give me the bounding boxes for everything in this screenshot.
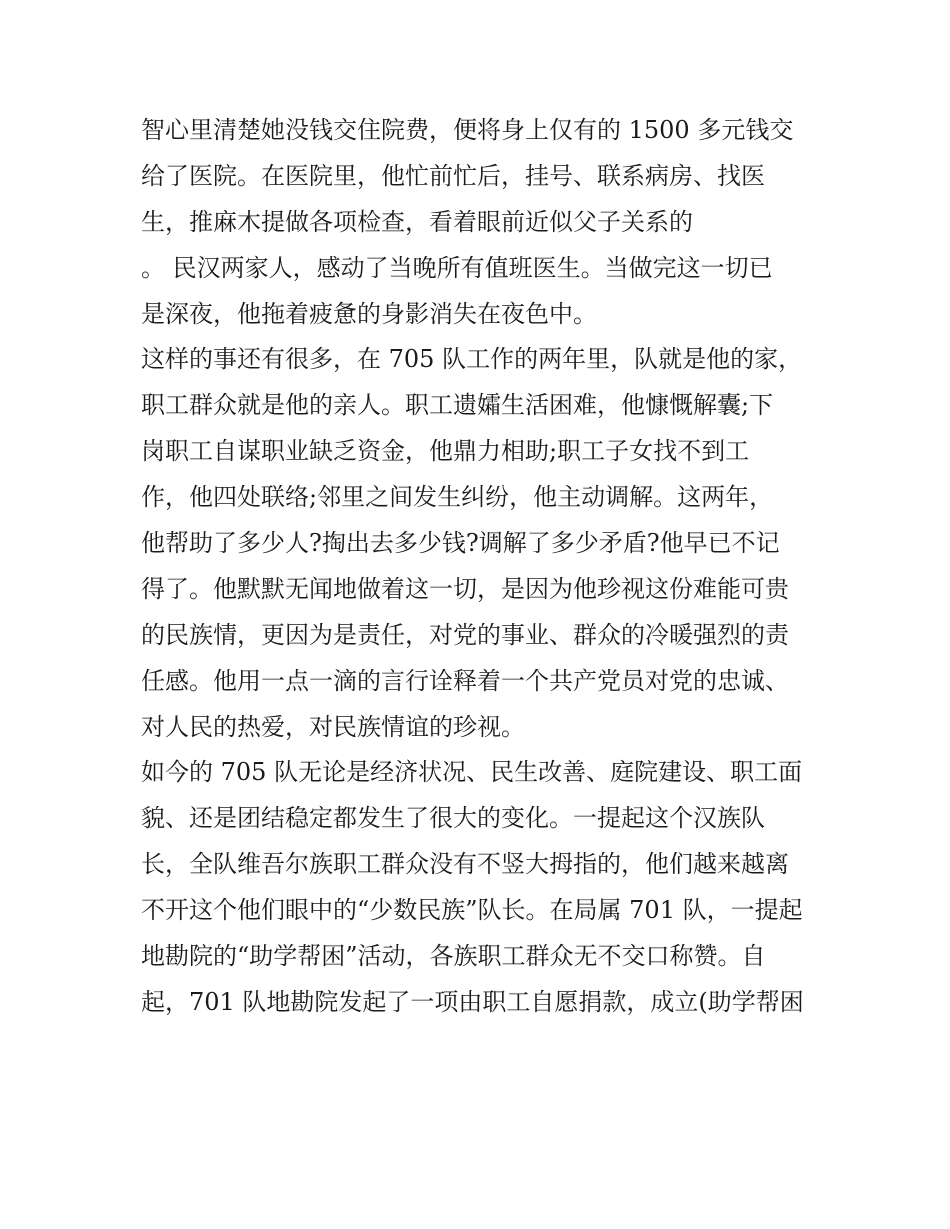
body-text: [141, 108, 821, 1026]
text-line: 貌、还是团结稳定都发生了很大的变化。一提起这个汉族队: [141, 804, 765, 833]
text-line: 他帮助了多少人?掏出去多少钱?调解了多少矛盾?他早已不记: [141, 529, 780, 558]
text-line: 如今的 705 队无论是经济状况、民生改善、庭院建设、职工面: [141, 758, 803, 787]
text-line: 给了医院。在医院里，他忙前忙后，挂号、联系病房、找医: [141, 161, 765, 190]
text-line: 岗职工自谋职业缺乏资金，他鼎力相助;职工子女找不到工: [141, 437, 750, 466]
text-line: 得了。他默默无闻地做着这一切，是因为他珍视这份难能可贵: [141, 574, 789, 603]
text-line: 任感。他用一点一滴的言行诠释着一个共产党员对党的忠诚、: [141, 666, 789, 695]
text-line: 地勘院的“助学帮困”活动，各族职工群众无不交口称赞。自: [141, 942, 766, 971]
text-line: 生，推麻木提做各项检查，看着眼前近似父子关系的: [141, 207, 693, 236]
text-line: 对人民的热爱，对民族情谊的珍视。: [141, 712, 525, 741]
text-line: 长，全队维吾尔族职工群众没有不竖大拇指的，他们越来越离: [141, 850, 789, 879]
text-line: 。 民汉两家人，感动了当晚所有值班医生。当做完这一切已: [141, 253, 773, 282]
text-line: 这样的事还有很多，在 705 队工作的两年里，队就是他的家，: [141, 345, 803, 374]
text-line: 的民族情，更因为是责任，对党的事业、群众的冷暖强烈的责: [141, 620, 789, 649]
text-line: 作，他四处联络;邻里之间发生纠纷，他主动调解。这两年，: [141, 483, 774, 512]
text-line: 智心里清楚她没钱交住院费，便将身上仅有的 1500 多元钱交: [141, 116, 794, 144]
text-line: 不开这个他们眼中的“少数民族”队长。在局属 701 队，一提起: [141, 896, 803, 925]
text-line: 职工群众就是他的亲人。职工遗孀生活困难，他慷慨解囊;下: [141, 391, 774, 420]
text-line: 是深夜，他拖着疲惫的身影消失在夜色中。: [141, 299, 597, 328]
text-line: 起，701 队地勘院发起了一项由职工自愿捐款，成立(助学帮困: [141, 987, 804, 1016]
